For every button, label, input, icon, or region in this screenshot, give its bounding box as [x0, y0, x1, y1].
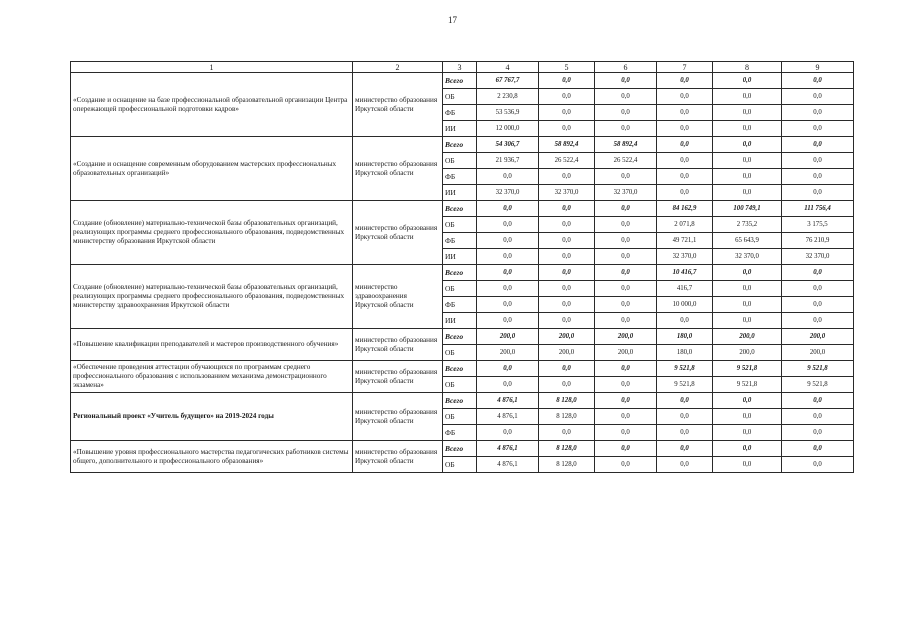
amount-cell: 0,0 [782, 153, 854, 169]
measure-name: «Создание и оснащение современным оборудованием мастерских профессиональных образовательных организаций» [71, 137, 353, 201]
amount-cell: 8 128,0 [539, 409, 595, 425]
amount-cell: 76 210,9 [782, 233, 854, 249]
amount-cell: 0,0 [539, 249, 595, 265]
amount-cell: 0,0 [782, 441, 854, 457]
amount-cell: 0,0 [595, 281, 657, 297]
amount-cell: 0,0 [713, 121, 782, 137]
table-row [71, 441, 854, 457]
amount-cell: 0,0 [477, 281, 539, 297]
funding-source: ОБ [443, 409, 477, 425]
amount-cell: 0,0 [713, 137, 782, 153]
column-number: 1 [71, 62, 353, 73]
executor-name: министерство образования Иркутской области [353, 201, 443, 265]
column-number-row [71, 62, 854, 73]
amount-cell: 0,0 [782, 425, 854, 441]
budget-table [70, 61, 854, 473]
amount-cell: 0,0 [477, 377, 539, 393]
amount-cell: 0,0 [595, 409, 657, 425]
amount-cell: 0,0 [539, 425, 595, 441]
amount-cell: 0,0 [477, 249, 539, 265]
amount-cell: 0,0 [539, 281, 595, 297]
executor-name: министерство образования Иркутской области [353, 361, 443, 393]
amount-cell: 0,0 [539, 233, 595, 249]
amount-cell: 0,0 [713, 105, 782, 121]
amount-cell: 180,0 [657, 345, 713, 361]
amount-cell: 0,0 [477, 313, 539, 329]
amount-cell: 200,0 [782, 329, 854, 345]
amount-cell: 9 521,8 [782, 361, 854, 377]
amount-cell: 0,0 [595, 361, 657, 377]
amount-cell: 4 876,1 [477, 409, 539, 425]
amount-cell: 200,0 [539, 345, 595, 361]
funding-source: ФБ [443, 425, 477, 441]
column-number: 2 [353, 62, 443, 73]
amount-cell: 0,0 [595, 105, 657, 121]
amount-cell: 32 370,0 [713, 249, 782, 265]
amount-cell: 0,0 [477, 217, 539, 233]
amount-cell: 58 892,4 [539, 137, 595, 153]
page-number: 17 [448, 15, 457, 25]
amount-cell: 0,0 [713, 425, 782, 441]
measure-name: Создание (обновление) материально-технической базы образовательных организаций, реализующих программы среднего профессионального образования, подведомственных министерству здравоохранения Иркутской области [71, 265, 353, 329]
amount-cell: 0,0 [477, 233, 539, 249]
amount-cell: 9 521,8 [657, 377, 713, 393]
amount-cell: 0,0 [713, 457, 782, 473]
amount-cell: 0,0 [713, 297, 782, 313]
funding-source: ИИ [443, 185, 477, 201]
amount-cell: 0,0 [713, 153, 782, 169]
measure-name: «Создание и оснащение на базе профессиональной образовательной организации Центра опережающей профессиональной подготовки кадров» [71, 73, 353, 137]
funding-source: ОБ [443, 153, 477, 169]
amount-cell: 0,0 [595, 121, 657, 137]
amount-cell: 0,0 [595, 89, 657, 105]
amount-cell: 0,0 [782, 409, 854, 425]
funding-source: ОБ [443, 345, 477, 361]
amount-cell: 9 521,8 [782, 377, 854, 393]
amount-cell: 200,0 [477, 345, 539, 361]
executor-name: министерство образования Иркутской области [353, 73, 443, 137]
amount-cell: 32 370,0 [595, 185, 657, 201]
amount-cell: 0,0 [657, 89, 713, 105]
amount-cell: 26 522,4 [539, 153, 595, 169]
amount-cell: 2 071,8 [657, 217, 713, 233]
amount-cell: 32 370,0 [539, 185, 595, 201]
amount-cell: 200,0 [595, 329, 657, 345]
amount-cell: 0,0 [477, 265, 539, 281]
amount-cell: 0,0 [595, 313, 657, 329]
funding-source: ФБ [443, 105, 477, 121]
amount-cell: 0,0 [782, 265, 854, 281]
table-row [71, 73, 854, 89]
funding-source: ОБ [443, 217, 477, 233]
amount-cell: 58 892,4 [595, 137, 657, 153]
amount-cell: 0,0 [539, 377, 595, 393]
amount-cell: 0,0 [782, 169, 854, 185]
amount-cell: 0,0 [713, 281, 782, 297]
amount-cell: 0,0 [713, 393, 782, 409]
amount-cell: 0,0 [657, 313, 713, 329]
amount-cell: 9 521,8 [713, 377, 782, 393]
amount-cell: 0,0 [657, 137, 713, 153]
column-number: 4 [477, 62, 539, 73]
amount-cell: 0,0 [713, 73, 782, 89]
column-number: 9 [782, 62, 854, 73]
amount-cell: 0,0 [657, 441, 713, 457]
column-number: 7 [657, 62, 713, 73]
funding-source: Всего [443, 265, 477, 281]
amount-cell: 180,0 [657, 329, 713, 345]
amount-cell: 0,0 [657, 393, 713, 409]
amount-cell: 0,0 [477, 169, 539, 185]
funding-source: Всего [443, 441, 477, 457]
amount-cell: 54 306,7 [477, 137, 539, 153]
executor-name: министерство образования Иркутской области [353, 329, 443, 361]
funding-source: Всего [443, 329, 477, 345]
amount-cell: 0,0 [657, 121, 713, 137]
amount-cell: 0,0 [539, 265, 595, 281]
amount-cell: 67 767,7 [477, 73, 539, 89]
funding-source: ИИ [443, 313, 477, 329]
amount-cell: 0,0 [595, 297, 657, 313]
amount-cell: 0,0 [782, 105, 854, 121]
measure-name: «Повышение квалификации преподавателей и мастеров производственного обучения» [71, 329, 353, 361]
amount-cell: 0,0 [539, 89, 595, 105]
amount-cell: 0,0 [595, 377, 657, 393]
amount-cell: 0,0 [539, 313, 595, 329]
amount-cell: 0,0 [782, 297, 854, 313]
amount-cell: 200,0 [782, 345, 854, 361]
amount-cell: 200,0 [539, 329, 595, 345]
amount-cell: 0,0 [782, 73, 854, 89]
executor-name: министерство здравоохранения Иркутской области [353, 265, 443, 329]
amount-cell: 0,0 [657, 185, 713, 201]
amount-cell: 200,0 [713, 329, 782, 345]
amount-cell: 200,0 [595, 345, 657, 361]
amount-cell: 8 128,0 [539, 441, 595, 457]
funding-source: ОБ [443, 457, 477, 473]
table-row [71, 265, 854, 281]
measure-name: Создание (обновление) материально-технической базы образовательных организаций, реализующих программы среднего профессионального образования, подведомственных министерству образования Иркутской области [71, 201, 353, 265]
amount-cell: 0,0 [539, 217, 595, 233]
column-number: 8 [713, 62, 782, 73]
amount-cell: 65 643,9 [713, 233, 782, 249]
amount-cell: 0,0 [477, 361, 539, 377]
measure-name: «Обеспечение проведения аттестации обучающихся по программам среднего профессионального образования с использованием механизма демонстрационного экзамена» [71, 361, 353, 393]
amount-cell: 0,0 [595, 265, 657, 281]
amount-cell: 0,0 [782, 121, 854, 137]
amount-cell: 111 756,4 [782, 201, 854, 217]
amount-cell: 0,0 [657, 409, 713, 425]
amount-cell: 416,7 [657, 281, 713, 297]
amount-cell: 0,0 [713, 89, 782, 105]
funding-source: ФБ [443, 169, 477, 185]
amount-cell: 0,0 [595, 249, 657, 265]
amount-cell: 3 175,5 [782, 217, 854, 233]
funding-source: Всего [443, 201, 477, 217]
amount-cell: 100 749,1 [713, 201, 782, 217]
executor-name: министерство образования Иркутской области [353, 393, 443, 441]
funding-source: ИИ [443, 249, 477, 265]
column-number: 3 [443, 62, 477, 73]
funding-source: Всего [443, 137, 477, 153]
funding-source: ОБ [443, 377, 477, 393]
amount-cell: 0,0 [782, 281, 854, 297]
amount-cell: 2 230,8 [477, 89, 539, 105]
funding-source: Всего [443, 73, 477, 89]
amount-cell: 0,0 [713, 169, 782, 185]
amount-cell: 0,0 [657, 153, 713, 169]
amount-cell: 0,0 [477, 297, 539, 313]
executor-name: министерство образования Иркутской области [353, 137, 443, 201]
amount-cell: 21 936,7 [477, 153, 539, 169]
amount-cell: 2 735,2 [713, 217, 782, 233]
table-row [71, 201, 854, 217]
funding-source: ФБ [443, 297, 477, 313]
amount-cell: 0,0 [657, 457, 713, 473]
amount-cell: 0,0 [782, 393, 854, 409]
amount-cell: 0,0 [657, 105, 713, 121]
amount-cell: 0,0 [657, 169, 713, 185]
table-row [71, 393, 854, 409]
amount-cell: 0,0 [595, 457, 657, 473]
amount-cell: 0,0 [539, 169, 595, 185]
amount-cell: 0,0 [477, 425, 539, 441]
amount-cell: 10 416,7 [657, 265, 713, 281]
amount-cell: 32 370,0 [782, 249, 854, 265]
amount-cell: 0,0 [782, 457, 854, 473]
amount-cell: 0,0 [477, 201, 539, 217]
amount-cell: 4 876,1 [477, 393, 539, 409]
amount-cell: 9 521,8 [713, 361, 782, 377]
column-number: 5 [539, 62, 595, 73]
amount-cell: 0,0 [539, 121, 595, 137]
funding-source: ОБ [443, 281, 477, 297]
amount-cell: 4 876,1 [477, 457, 539, 473]
table-row [71, 329, 854, 345]
amount-cell: 0,0 [595, 217, 657, 233]
amount-cell: 0,0 [782, 185, 854, 201]
amount-cell: 0,0 [539, 297, 595, 313]
funding-source: Всего [443, 361, 477, 377]
amount-cell: 4 876,1 [477, 441, 539, 457]
amount-cell: 32 370,0 [657, 249, 713, 265]
table-row [71, 361, 854, 377]
amount-cell: 200,0 [713, 345, 782, 361]
amount-cell: 200,0 [477, 329, 539, 345]
amount-cell: 26 522,4 [595, 153, 657, 169]
funding-source: Всего [443, 393, 477, 409]
amount-cell: 0,0 [595, 169, 657, 185]
amount-cell: 84 162,9 [657, 201, 713, 217]
column-number: 6 [595, 62, 657, 73]
measure-name: Региональный проект «Учитель будущего» на 2019-2024 годы [71, 393, 353, 441]
amount-cell: 0,0 [713, 441, 782, 457]
amount-cell: 0,0 [657, 425, 713, 441]
amount-cell: 0,0 [713, 265, 782, 281]
amount-cell: 8 128,0 [539, 393, 595, 409]
funding-source: ОБ [443, 89, 477, 105]
amount-cell: 12 000,0 [477, 121, 539, 137]
executor-name: министерство образования Иркутской области [353, 441, 443, 473]
table-row [71, 137, 854, 153]
amount-cell: 0,0 [539, 361, 595, 377]
amount-cell: 0,0 [657, 73, 713, 89]
amount-cell: 0,0 [595, 201, 657, 217]
amount-cell: 0,0 [782, 313, 854, 329]
amount-cell: 10 000,0 [657, 297, 713, 313]
amount-cell: 0,0 [713, 313, 782, 329]
amount-cell: 49 721,1 [657, 233, 713, 249]
amount-cell: 0,0 [713, 185, 782, 201]
amount-cell: 9 521,8 [657, 361, 713, 377]
amount-cell: 0,0 [539, 73, 595, 89]
amount-cell: 0,0 [595, 73, 657, 89]
amount-cell: 0,0 [539, 105, 595, 121]
amount-cell: 0,0 [595, 441, 657, 457]
amount-cell: 0,0 [782, 89, 854, 105]
amount-cell: 0,0 [595, 393, 657, 409]
amount-cell: 32 370,0 [477, 185, 539, 201]
amount-cell: 8 128,0 [539, 457, 595, 473]
amount-cell: 0,0 [713, 409, 782, 425]
amount-cell: 0,0 [539, 201, 595, 217]
amount-cell: 53 536,9 [477, 105, 539, 121]
amount-cell: 0,0 [782, 137, 854, 153]
funding-source: ИИ [443, 121, 477, 137]
amount-cell: 0,0 [595, 233, 657, 249]
amount-cell: 0,0 [595, 425, 657, 441]
funding-source: ФБ [443, 233, 477, 249]
measure-name: «Повышение уровня профессионального мастерства педагогических работников системы общего, дополнительного и профессионального образования» [71, 441, 353, 473]
